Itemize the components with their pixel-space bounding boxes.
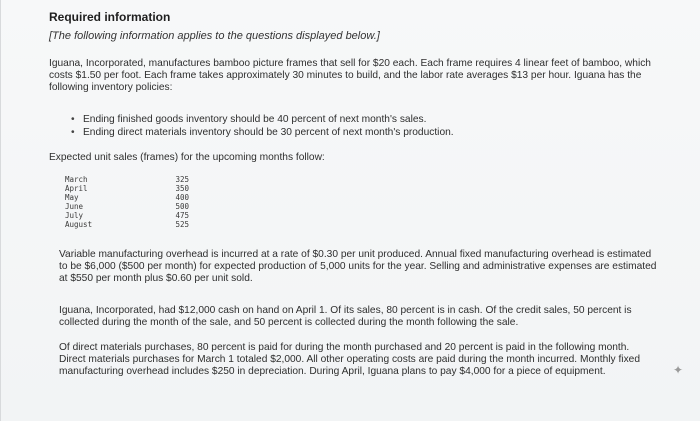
units-cell: 325 [175,175,189,184]
policy-item: • Ending direct materials inventory should be 30 percent of next month's production. [71,126,454,139]
units-cell: 475 [175,210,189,220]
sales-intro: Expected unit sales (frames) for the upcoming months follow: [49,152,325,163]
units-cell: 500 [175,201,189,211]
cash-paragraph: Iguana, Incorporated, had $12,000 cash on hand on April 1. Of its sales, 80 percent is in cash. Of the credit sales, 50 percent is collected during the month of the sale, and 50 percent is collected during the month following the sale. [59,305,632,328]
overhead-paragraph: Variable manufacturing overhead is incurred at a rate of $0.30 per unit produced. Annual fixed manufacturing overhead is estimated to be $6,000 ($500 per month) for expected production of 5,000 units for the year. Selling and administrative expenses are estimated at $550 per month plus $0.60 per unit sold. [59,249,657,284]
purchases-paragraph: Of direct materials purchases, 80 percent is paid for during the month purchased and 20 percent is paid in the following month. Direct materials purchases for March 1 totaled $2,000. All other operating costs are paid during the month incurred. Monthly fixed manufacturing overhead includes $250 in depreciation. During April, Iguana plans to pay $4,000 for a piece of equipment. [59,342,640,377]
month-cell: June [65,201,84,211]
month-cell: April [65,183,88,193]
month-cell: May [65,192,79,202]
arrow-marker-icon: ✦ [673,363,684,377]
expected-sales-table [65,176,189,229]
month-cell: July [65,210,84,220]
table-row [65,221,189,230]
month-cell: August [65,219,93,229]
table-row [65,194,189,203]
policy-item: • Ending finished goods inventory should be 40 percent of next month's sales. [71,113,454,126]
units-cell: 525 [175,219,189,229]
instruction-note: [The following information applies to the questions displayed below.] [49,30,380,42]
page-title: Required information [49,10,171,24]
inventory-policy-list [71,113,454,139]
units-cell: 400 [175,192,189,202]
units-cell: 350 [175,183,189,193]
table-row [65,185,189,194]
table-row [65,203,189,212]
intro-paragraph: Iguana, Incorporated, manufactures bamboo picture frames that sell for $20 each. Each frame requires 4 linear feet of bamboo, which costs $1.50 per foot. Each frame takes approximately 30 minutes to build, and the labor rate averages $13 per hour. Iguana has the following inventory policies: [49,58,651,93]
month-cell: March [65,175,88,184]
